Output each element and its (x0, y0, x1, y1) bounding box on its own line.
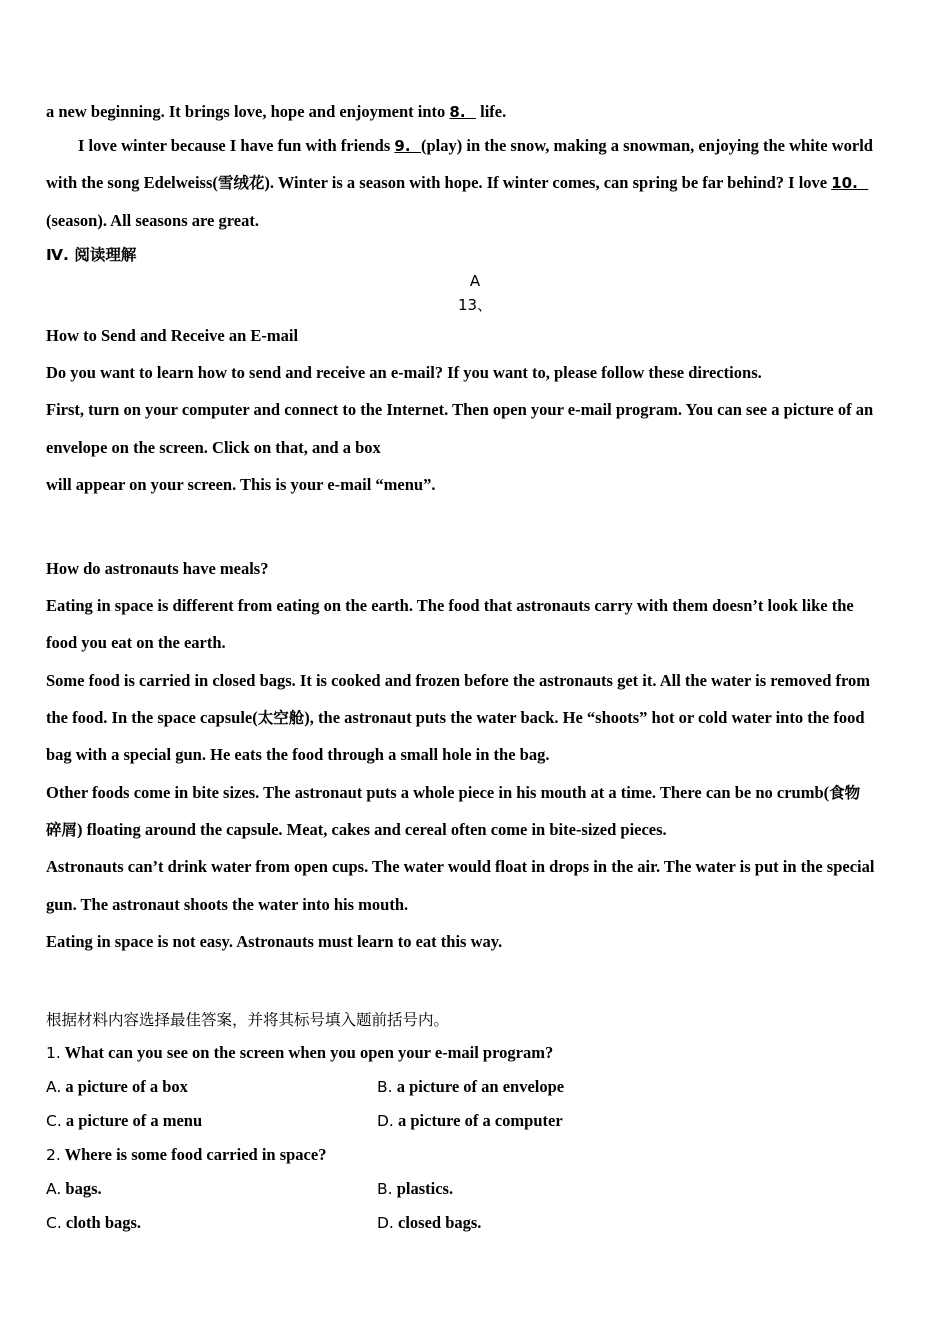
option-label: A. (46, 1180, 62, 1198)
passage-text: ), the astronaut puts the water back. He “shoots” hot or cold water into the food (304, 708, 865, 727)
cloze-line-1 (46, 101, 890, 123)
question-number: 1. (46, 1044, 61, 1062)
option-text: a picture of a menu (65, 1111, 203, 1130)
q1-option-b (377, 1076, 564, 1098)
question-2 (46, 1144, 890, 1166)
option-label: A. (46, 1078, 62, 1096)
option-text: plastics. (396, 1179, 454, 1198)
q1-option-d (377, 1110, 563, 1132)
passage2-title: How do astronauts have meals? (46, 559, 269, 578)
option-text: bags. (65, 1179, 102, 1198)
cloze-line-4: (season). All seasons are great. (46, 211, 259, 230)
option-text: cloth bags. (65, 1213, 142, 1232)
passage2-p2c: bag with a special gun. He eats the food through a small hole in the bag. (46, 745, 550, 764)
cloze-line-3 (46, 172, 890, 194)
passage1-p1: Do you want to learn how to send and receive an e-mail? If you want to, please follow these directions. (46, 363, 762, 382)
passage2-p1b: food you eat on the earth. (46, 633, 226, 652)
passage-text: Other foods come in bite sizes. The astronaut puts a whole piece in his mouth at a time. There can be no crumb( (46, 783, 830, 802)
cloze-text: (play) in the snow, making a snowman, enjoying the white world (421, 136, 873, 155)
blank-8: 8. (449, 103, 466, 121)
passage-text: the food. In the space capsule( (46, 708, 258, 727)
passage2-p2b (46, 707, 890, 729)
option-text: closed bags. (398, 1213, 482, 1232)
question-1 (46, 1042, 890, 1064)
passage2-p5: Eating in space is not easy. Astronauts must learn to eat this way. (46, 932, 503, 951)
q2-option-c (46, 1212, 141, 1234)
passage1-p2b: envelope on the screen. Click on that, and a box (46, 438, 381, 457)
passage1-p2c: will appear on your screen. This is your e-mail “menu”. (46, 475, 436, 494)
part-label: A (469, 272, 481, 290)
option-label: C. (46, 1112, 62, 1130)
passage-cjk: 食物 (829, 784, 861, 802)
option-label: B. (377, 1078, 393, 1096)
q1-option-a (46, 1076, 188, 1098)
cloze-line-2 (78, 135, 890, 157)
passage2-p4b: gun. The astronaut shoots the water into his mouth. (46, 895, 409, 914)
passage1-p2a: First, turn on your computer and connect to the Internet. Then open your e-mail program. You can see a picture of an (46, 400, 874, 419)
passage1-title: How to Send and Receive an E-mail (46, 326, 299, 345)
question-number: 13、 (457, 296, 493, 314)
question-number: 2. (46, 1146, 61, 1164)
question-instruction: 根据材料内容选择最佳答案，并将其标号填入题前括号内。 (46, 1011, 450, 1029)
cloze-text: with the song Edelweiss( (46, 173, 218, 192)
section-heading: Ⅳ. 阅读理解 (46, 246, 137, 264)
option-label: D. (377, 1112, 394, 1130)
question-text: Where is some food carried in space? (64, 1145, 327, 1164)
passage2-p3a (46, 782, 890, 804)
cloze-text: I love winter because I have fun with friends (78, 136, 395, 155)
q1-option-c (46, 1110, 202, 1132)
option-label: B. (377, 1180, 393, 1198)
question-text: What can you see on the screen when you open your e-mail program? (64, 1043, 554, 1062)
cloze-text: a new beginning. It brings love, hope and enjoyment into (46, 102, 450, 121)
cloze-text: ). Winter is a season with hope. If winter comes, can spring be far behind? I love (264, 173, 832, 192)
option-label: D. (377, 1214, 394, 1232)
q2-option-b (377, 1178, 453, 1200)
passage2-p1a: Eating in space is different from eating on the earth. The food that astronauts carry with them doesn’t look like the (46, 596, 854, 615)
passage2-p4a: Astronauts can’t drink water from open cups. The water would float in drops in the air. The water is put in the special (46, 857, 875, 876)
option-text: a picture of a computer (398, 1111, 563, 1130)
option-text: a picture of an envelope (396, 1077, 565, 1096)
passage2-p3b (46, 819, 890, 841)
option-text: a picture of a box (65, 1077, 188, 1096)
cloze-text: life. (475, 102, 507, 121)
blank-9: 9. (394, 137, 411, 155)
passage2-p2a: Some food is carried in closed bags. It is cooked and frozen before the astronauts get it. All the water is removed from (46, 671, 871, 690)
cloze-cjk: 雪绒花 (217, 174, 265, 192)
q2-option-a (46, 1178, 102, 1200)
q2-option-d (377, 1212, 481, 1234)
passage-cjk: 太空舱 (257, 709, 305, 727)
blank-10: 10. (831, 174, 858, 192)
passage-cjk: 碎屑 (46, 821, 78, 839)
option-label: C. (46, 1214, 62, 1232)
passage-text: ) floating around the capsule. Meat, cakes and cereal often come in bite-sized pieces. (77, 820, 667, 839)
